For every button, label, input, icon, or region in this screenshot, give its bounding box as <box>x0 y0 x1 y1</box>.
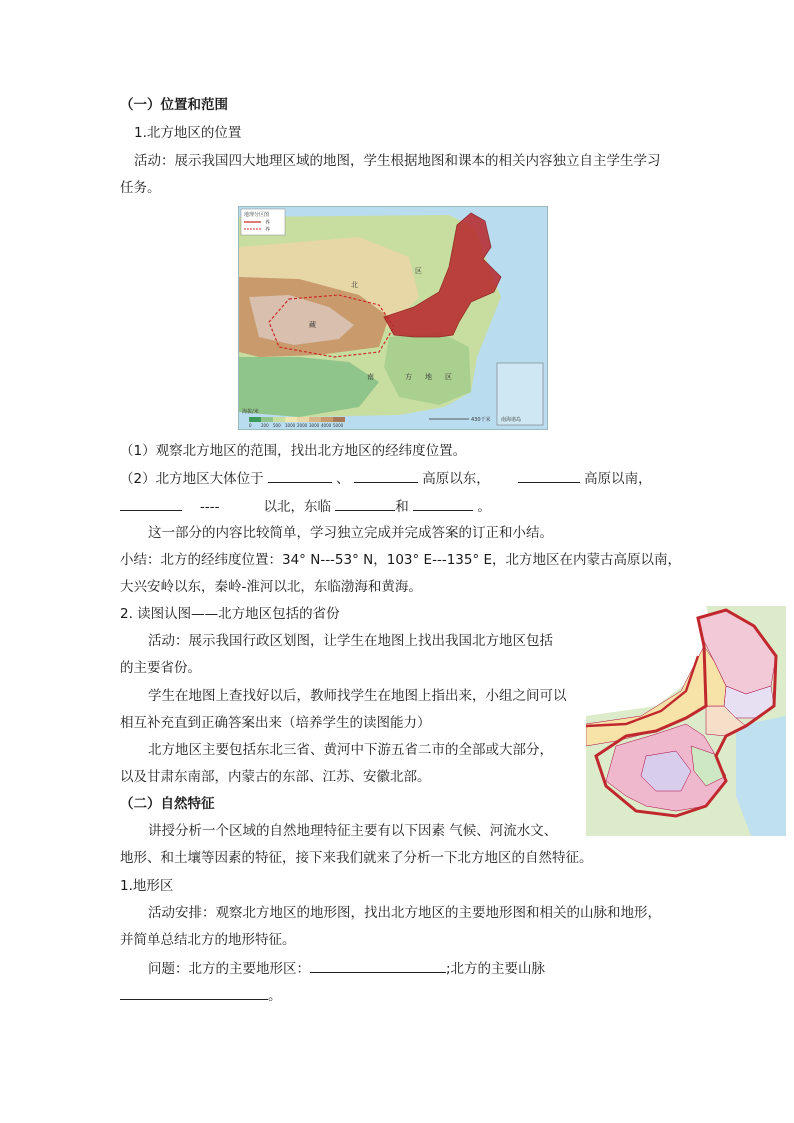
blank-5[interactable] <box>335 496 395 511</box>
elev-tick-4: 2000 <box>297 423 308 428</box>
elev-swatch-7 <box>321 417 333 422</box>
blank-4[interactable] <box>120 496 182 511</box>
activity-text: 活动：展示我国四大地理区域的地图，学生根据地图和课本的相关内容独立自主学生学习 <box>134 153 661 169</box>
elev-swatch-4 <box>285 417 297 422</box>
blank-2[interactable] <box>354 468 418 483</box>
elevation-label: 海拔/米 <box>242 409 259 415</box>
blank-mountains[interactable] <box>120 985 268 1000</box>
terrain-question-b: ;北方的主要山脉 <box>446 961 546 977</box>
elev-swatch-5 <box>297 417 309 422</box>
student-line1: 学生在地图上查找好以后，教师找学生在地图上指出来，小组之间可以 <box>148 688 567 704</box>
region-label-1: 北 <box>351 281 358 289</box>
legend-item-1: 界 <box>265 220 271 226</box>
blank-terrain[interactable] <box>310 958 446 973</box>
elev-tick-2: 500 <box>273 423 281 428</box>
region-label-2: 区 <box>415 267 422 275</box>
elev-swatch-6 <box>309 417 321 422</box>
blank-6[interactable] <box>413 496 473 511</box>
elev-tick-0: 0 <box>249 423 252 428</box>
provinces-line2: 以及甘肃东南部，内蒙古的东部、江苏、安徽北部。 <box>120 769 431 785</box>
scale-label: 430千米 <box>471 417 491 423</box>
legend-title: 地理分区图 <box>244 212 270 218</box>
terrain-question-a: 问题：北方的主要地形区： <box>148 961 310 977</box>
north-provinces-map-svg <box>586 606 786 836</box>
subheading-north-location: 1.北方地区的位置 <box>134 125 242 141</box>
q2-text-d: 以北，东临 <box>263 499 336 515</box>
q2-and: 和 <box>395 499 414 515</box>
q2-dash: ---- <box>200 499 220 515</box>
region-label-6: 地 <box>425 373 432 381</box>
q2-text-b: 高原以东， <box>417 471 490 487</box>
q2-text-c: 高原以南， <box>579 471 652 487</box>
elev-tick-3: 1000 <box>285 423 296 428</box>
q2-end: 。 <box>473 499 491 515</box>
china-regions-map-svg <box>239 207 547 429</box>
question-1: （1）观察北方地区的范围，找出北方地区的经纬度位置。 <box>120 443 467 459</box>
china-regions-map <box>238 206 548 430</box>
activity-text-cont: 任务。 <box>120 180 161 196</box>
summary-line1: 小结：北方的经纬度位置：34° N---53° N，103° E---135° E，北方地区在内蒙古高原以南， <box>120 552 682 568</box>
question-2-line1 <box>120 468 652 489</box>
subheading-terrain: 1.地形区 <box>120 878 174 894</box>
elev-swatch-8 <box>333 417 345 422</box>
question-2-line2 <box>120 496 491 517</box>
activity2-line1: 活动：展示我国行政区划图，让学生在地图上找出我国北方地区包括 <box>148 633 553 649</box>
elev-tick-1: 200 <box>261 423 269 428</box>
q2-sep: 、 <box>331 471 354 487</box>
elev-tick-5: 3000 <box>309 423 320 428</box>
blank-3[interactable] <box>518 468 580 483</box>
region-label-4: 南 <box>367 373 374 381</box>
activity2-line2: 的主要省份。 <box>120 660 201 676</box>
elev-swatch-3 <box>273 417 285 422</box>
elev-tick-6: 4000 <box>321 423 332 428</box>
terrain-question-end: 。 <box>268 988 282 1004</box>
inset-label: 南海诸岛 <box>501 417 522 423</box>
section-heading-natural: （二）自然特征 <box>120 796 215 812</box>
intro-line1: 讲授分析一个区域的自然地理特征主要有以下因素 气候、河流水文、 <box>148 823 558 839</box>
elev-swatch-1 <box>249 417 261 422</box>
terrain-activity-line2: 并简单总结北方的地形特征。 <box>120 932 296 948</box>
legend-item-2: 界 <box>265 227 271 233</box>
region-label-7: 区 <box>445 373 452 381</box>
region-label-5: 方 <box>405 373 412 381</box>
elev-swatch-2 <box>261 417 273 422</box>
section-heading-location: （一）位置和范围 <box>120 97 228 113</box>
subheading-provinces: 2. 读图认图——北方地区包括的省份 <box>120 606 340 622</box>
student-line2: 相互补充直到正确答案出来（培养学生的读图能力） <box>120 715 431 731</box>
north-provinces-map <box>586 606 786 836</box>
blank-1[interactable] <box>268 468 332 483</box>
provinces-line1: 北方地区主要包括东北三省、黄河中下游五省二市的全部或大部分， <box>148 742 553 758</box>
terrain-question-cont <box>120 985 282 1006</box>
south-sea-inset <box>497 363 543 425</box>
note-text: 这一部分的内容比较简单，学习独立完成并完成答案的订正和小结。 <box>148 525 553 541</box>
elev-tick-7: 5000 <box>333 423 344 428</box>
terrain-question <box>148 958 545 979</box>
region-label-3: 藏 <box>309 321 316 329</box>
intro-line2: 地形、和土壤等因素的特征，接下来我们就来了分析一下北方地区的自然特征。 <box>120 850 593 866</box>
terrain-activity-line1: 活动安排：观察北方地区的地形图，找出北方地区的主要地形图和相关的山脉和地形， <box>148 905 661 921</box>
q2-text-a: （2）北方地区大体位于 <box>120 471 268 487</box>
summary-line2: 大兴安岭以东，秦岭-淮河以北，东临渤海和黄海。 <box>120 579 422 595</box>
